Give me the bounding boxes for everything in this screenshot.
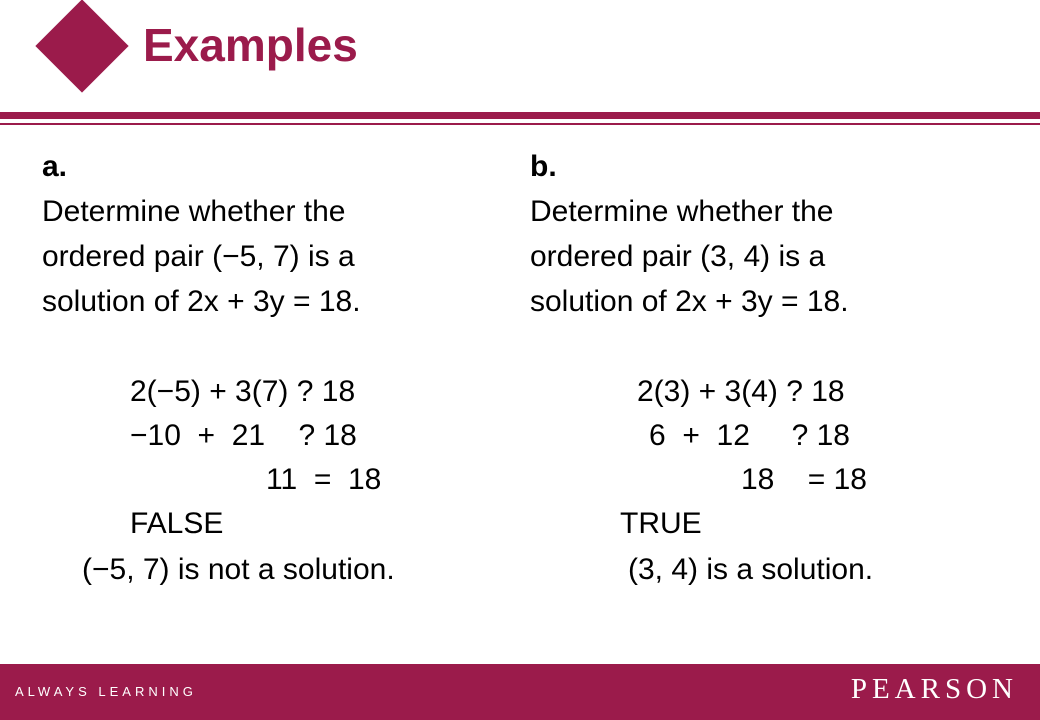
slide-title: Examples <box>143 19 358 71</box>
example-a-conclusion: (−5, 7) is not a solution. <box>82 553 395 586</box>
header-divider <box>0 112 1040 119</box>
pearson-logo: PEARSON <box>850 673 1018 705</box>
example-b-conclusion: (3, 4) is a solution. <box>628 553 874 586</box>
example-b-step1: 2(3) + 3(4) ? 18 <box>637 375 845 408</box>
example-a-verdict: FALSE <box>130 507 224 540</box>
example-b-prompt-line1: Determine whether the <box>530 195 834 228</box>
example-a-step1: 2(−5) + 3(7) ? 18 <box>130 375 356 408</box>
header-divider-thin <box>0 123 1040 125</box>
example-b-prompt-line2: ordered pair (3, 4) is a <box>530 240 826 273</box>
footer-bar <box>0 664 1040 720</box>
title-diamond-icon <box>35 0 128 93</box>
example-a-step3: 11 = 18 <box>266 463 382 496</box>
example-a-prompt-line2: ordered pair (−5, 7) is a <box>42 240 355 273</box>
example-b-step3: 18 = 18 <box>741 463 867 496</box>
footer-tagline: ALWAYS LEARNING <box>15 684 197 699</box>
example-b-prompt-line3: solution of 2x + 3y = 18. <box>530 285 849 318</box>
example-b-label: b. <box>530 150 557 183</box>
example-a-label: a. <box>42 150 68 183</box>
example-a-prompt-line3: solution of 2x + 3y = 18. <box>42 285 361 318</box>
example-b-verdict: TRUE <box>620 507 702 540</box>
example-b-step2: 6 + 12 ? 18 <box>649 419 850 452</box>
example-a-step2: −10 + 21 ? 18 <box>130 419 357 452</box>
example-a-prompt-line1: Determine whether the <box>42 195 346 228</box>
